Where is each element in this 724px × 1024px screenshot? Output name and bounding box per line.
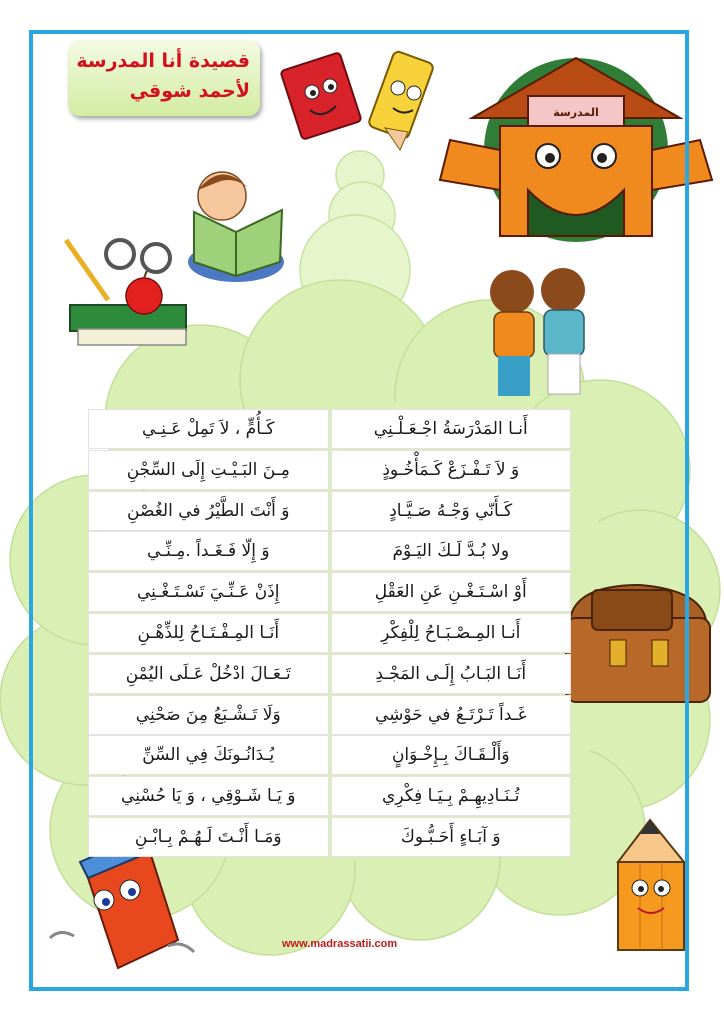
verse-first-hemistich: ولا بُـدَّ لَـكَ اليَـوْمَ (331, 531, 572, 571)
verse-first-hemistich: تُـنَـادِيهِـمْ بِـيَـا فِكْرِي (331, 776, 572, 816)
poem-verse-row (88, 695, 571, 735)
verse-second-hemistich: وَلَا تَـشْـبَعُ مِنَ صَحْنِي (88, 695, 329, 735)
school-sign-text: المدرسة (553, 106, 599, 119)
poem-verse-row (88, 409, 571, 449)
verse-first-hemistich: أَنَـا البَـابُ إِلَـى المَجْـدِ (331, 654, 572, 694)
poem-verse-row (88, 654, 571, 694)
verse-first-hemistich: وَ آبَـاءٍ أَحَـبُّـوكَ (331, 817, 572, 857)
verse-first-hemistich: أَنـا المَدْرَسَةُ اجْـعَـلْـنِي (331, 409, 572, 449)
verse-second-hemistich: أَنَـا المِـفْـتَـاحُ لِلذِّهْـنِ (88, 613, 329, 653)
poem-table (88, 409, 571, 857)
verse-second-hemistich: وَمَـا أَنْـتَ لَـهُـمْ بِـابْـنِ (88, 817, 329, 857)
verse-first-hemistich: وَأَلْـقَـاكَ بِـإِخْـوَانٍ (331, 735, 572, 775)
poem-verse-row (88, 531, 571, 571)
verse-second-hemistich: كَـأُمٍّ ، لاَ تَمِلْ عَـنِـي (88, 409, 329, 449)
title-box (68, 40, 260, 116)
verse-first-hemistich: وَ لاَ تَـفْـزَعْ كَـمَأْخُـوذٍ (331, 450, 572, 490)
verse-first-hemistich: كَـأَنّي وَجْـهُ صَـيَّـادٍ (331, 491, 572, 531)
poet-name: لأحمد شوقي (129, 80, 250, 102)
poem-verse-row (88, 572, 571, 612)
verse-first-hemistich: أَوْ اسْـتَـغْـنِ عَنِ العَقْلِ (331, 572, 572, 612)
verse-second-hemistich: يُـدَانُـونَكَ فِي السِّنِّ (88, 735, 329, 775)
poem-verse-row (88, 613, 571, 653)
verse-second-hemistich: وَ إِلّا فَـغَـداً .مِـنِّـي (88, 531, 329, 571)
verse-second-hemistich: تَـعَـالَ ادْخُلْ عَـلَى اليُمْنِ (88, 654, 329, 694)
poem-verse-row (88, 776, 571, 816)
verse-second-hemistich: مِـنَ البَـيْـتِ إِلَى السِّجْنِ (88, 450, 329, 490)
website-link[interactable]: www.madrassatii.com (282, 938, 398, 950)
poem-title: قصيدة أنا المدرسة (76, 50, 250, 72)
poem-verse-row (88, 491, 571, 531)
poem-verse-row (88, 735, 571, 775)
verse-first-hemistich: غَـداً تَـرْتَـعُ في حَوْشِي (331, 695, 572, 735)
verse-second-hemistich: وَ أَنْتَ الطَّيْرُ في الغُصْنِ (88, 491, 329, 531)
poem-verse-row (88, 817, 571, 857)
verse-second-hemistich: وَ يَـا شَـوْقِي ، وَ يَا حُسْنِي (88, 776, 329, 816)
verse-first-hemistich: أَنـا المِـصْـبَـاحُ لِلْفِكْرِ (331, 613, 572, 653)
poem-verse-row (88, 450, 571, 490)
verse-second-hemistich: إِذَنْ عَـنِّـيَ تَسْـتَـغْـنِي (88, 572, 329, 612)
